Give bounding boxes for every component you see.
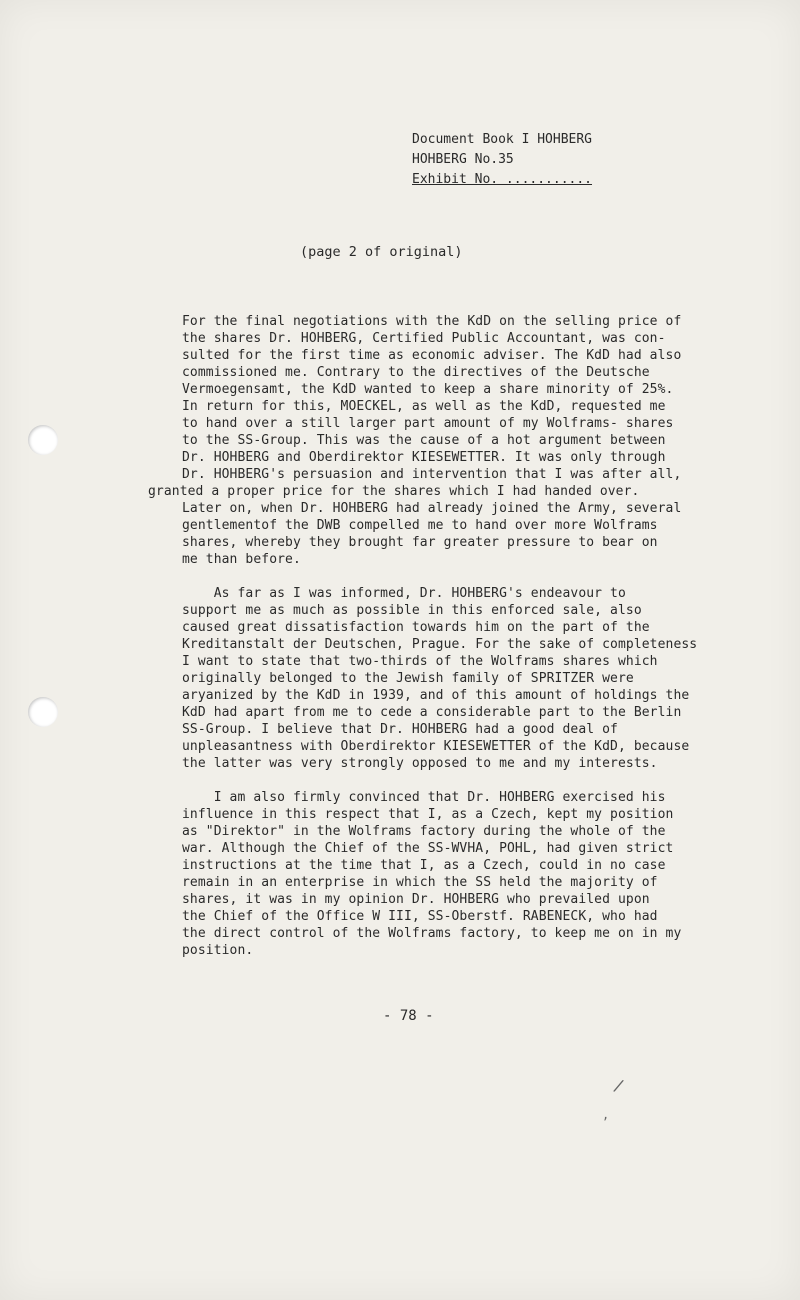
text-line: the latter was very strongly opposed to me and my interests. [182,756,658,771]
text-line: sulted for the first time as economic adviser. The KdD had also [182,348,682,363]
text-line: KdD had apart from me to cede a considerable part to the Berlin [182,705,682,720]
text-line: the Chief of the Office W III, SS-Oberstf. RABENECK, who had [182,909,658,924]
text-line: the direct control of the Wolframs factory, to keep me on in my [182,926,682,941]
body-text [148,313,722,976]
text-line: as "Direktor" in the Wolframs factory during the whole of the [182,824,666,839]
pencil-mark: , [602,1108,610,1122]
text-line: I am also firmly convinced that Dr. HOHBERG exercised his [182,790,666,805]
text-line: As far as I was informed, Dr. HOHBERG's endeavour to [182,586,626,601]
text-line: Later on, when Dr. HOHBERG had already joined the Army, several [182,501,682,516]
text-line: I want to state that two-thirds of the Wolframs shares which [182,654,658,669]
text-line: SS-Group. I believe that Dr. HOHBERG had a good deal of [182,722,618,737]
text-line: granted a proper price for the shares which I had handed over. [148,484,640,499]
page-of-original: (page 2 of original) [300,244,463,260]
text-line: Dr. HOHBERG's persuasion and intervention that I was after all, [182,467,682,482]
text-line: Dr. HOHBERG and Oberdirektor KIESEWETTER. It was only through [182,450,666,465]
text-line: Kreditanstalt der Deutschen, Prague. For the sake of completeness [182,637,698,652]
text-line: For the final negotiations with the KdD on the selling price of [182,314,682,329]
text-line: gentlementof the DWB compelled me to hand over more Wolframs [182,518,658,533]
text-line: the shares Dr. HOHBERG, Certified Public Accountant, was con- [182,331,666,346]
document-header [412,130,592,190]
text-line: shares, it was in my opinion Dr. HOHBERG who prevailed upon [182,892,650,907]
punch-hole-upper [28,425,58,455]
page-number: - 78 - [383,1008,434,1024]
paragraph-2 [182,585,722,772]
text-line: Vermoegensamt, the KdD wanted to keep a share minority of 25%. [182,382,674,397]
text-line: to hand over a still larger part amount of my Wolframs- shares [182,416,674,431]
text-line: caused great dissatisfaction towards him on the part of the [182,620,650,635]
text-line: instructions at the time that I, as a Czech, could in no case [182,858,666,873]
text-line: war. Although the Chief of the SS-WVHA, POHL, had given strict [182,841,674,856]
text-line: position. [182,943,254,958]
text-line: influence in this respect that I, as a Czech, kept my position [182,807,674,822]
text-line: unpleasantness with Oberdirektor KIESEWETTER of the KdD, because [182,739,690,754]
text-line: me than before. [182,552,301,567]
text-line: to the SS-Group. This was the cause of a hot argument between [182,433,666,448]
document-number-line: HOHBERG No.35 [412,152,514,167]
text-line: remain in an enterprise in which the SS held the majority of [182,875,658,890]
pencil-mark: / [611,1075,626,1096]
text-line: support me as much as possible in this enforced sale, also [182,603,642,618]
exhibit-line: Exhibit No. ........... [412,172,593,187]
text-line: commissioned me. Contrary to the directives of the Deutsche [182,365,650,380]
document-book-line: Document Book I HOHBERG [412,132,593,147]
punch-hole-lower [28,697,58,727]
paragraph-1 [148,313,722,568]
text-line: shares, whereby they brought far greater pressure to bear on [182,535,658,550]
text-line: In return for this, MOECKEL, as well as the KdD, requested me [182,399,666,414]
text-line: originally belonged to the Jewish family of SPRITZER were [182,671,634,686]
text-line: aryanized by the KdD in 1939, and of this amount of holdings the [182,688,690,703]
paragraph-3 [182,789,722,959]
